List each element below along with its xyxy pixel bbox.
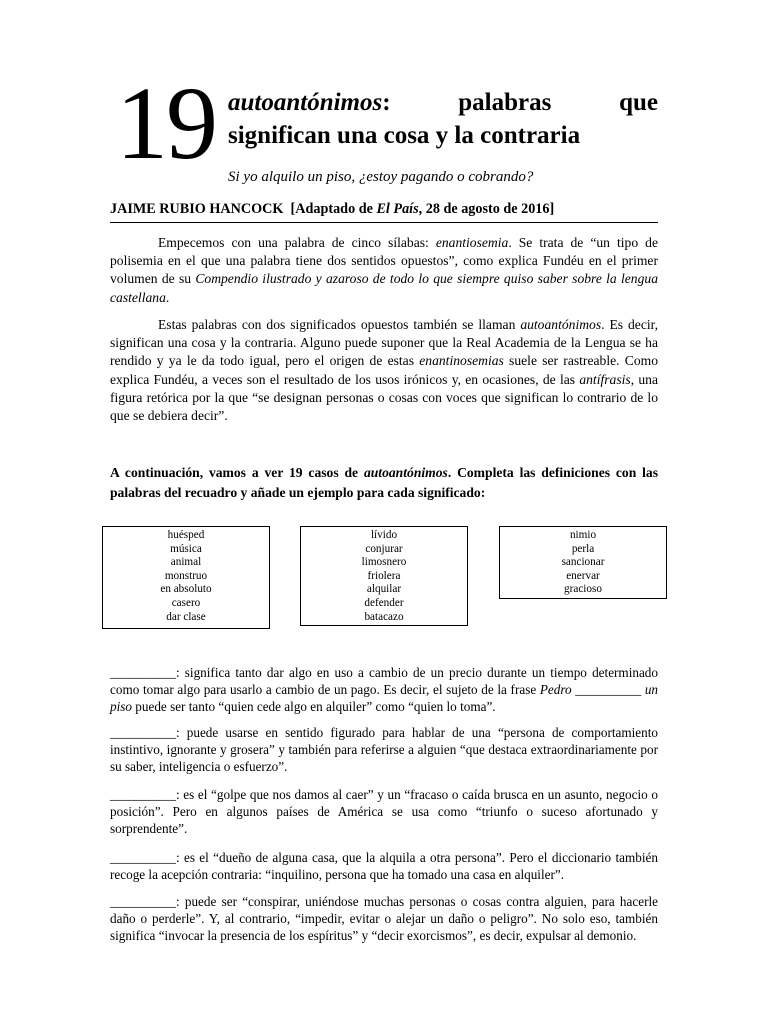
definition-4: __________: es el “dueño de alguna casa, que la alquila a otra persona”. Pero el diccionario también recoge la acepción contraria: “inquilino, persona que ha tomado una casa en alquiler”. — [110, 850, 658, 882]
word-box-1 — [102, 526, 270, 629]
byline-source: El País — [376, 201, 419, 217]
word-item: sancionar — [561, 556, 605, 569]
word-item: dar clase — [166, 610, 206, 623]
word-item: conjurar — [365, 542, 403, 555]
title-word-que: que — [619, 89, 658, 116]
article-number: 19 — [116, 66, 216, 181]
definition-1: __________: significa tanto dar algo en uso a cambio de un precio durante un tiempo determinado como tomar algo para usarlo a cambio de un pago. Es decir, el sujeto de la frase Pedro __________ un piso puede ser tanto “quien cede algo en alquiler” como “quien lo toma”. — [110, 665, 659, 714]
word-item: lívido — [370, 529, 398, 541]
word-item: huésped — [167, 529, 205, 541]
word-item: defender — [364, 596, 404, 609]
word-item: perla — [571, 542, 595, 555]
title-line-2: significan una cosa y la contraria — [228, 122, 581, 149]
intro-paragraph-1: Empecemos con una palabra de cinco sílabas: enantiosemia. Se trata de “un tipo de polisemia en el que una palabra tiene dos sentidos opuestos”, como explica Fundéu en el primer volumen de su Compendio ilustrado y azaroso de todo lo que siempre quiso saber sobre la lengua castellana. — [110, 235, 658, 305]
word-item: batacazo — [364, 610, 404, 623]
word-box-3 — [499, 526, 667, 599]
word-item: animal — [170, 556, 202, 569]
word-box-2 — [300, 526, 468, 626]
word-item: alquilar — [366, 583, 402, 596]
answer-blank[interactable]: __________ — [110, 850, 176, 865]
word-item: gracioso — [564, 583, 602, 596]
word-item: friolera — [367, 569, 401, 582]
definition-5: __________: puede ser “conspirar, uniéndose muchas personas o cosas contra alguien, para hacerle daño o perderle”. Y, al contrario, “impedir, evitar o alejar un daño o peligro”. No solo eso, también significa “invocar la presencia de los espíritus” y “decir exorcismos”, es decir, expulsar al demonio. — [110, 894, 658, 943]
exercise-instructions: A continuación, vamos a ver 19 casos de autoantónimos. Completa las definiciones con las palabras del recuadro y añade un ejemplo para cada significado: — [110, 465, 658, 500]
answer-blank[interactable]: __________ — [110, 894, 176, 909]
title-word-palabras: palabras — [458, 89, 552, 116]
definition-2: __________: puede usarse en sentido figurado para hablar de una “persona de comportamiento instintivo, ignorante y grosera” y también para referirse a alguien “que destaca extraordinariamente por su saber, inteligencia o esfuerzo”. — [110, 725, 658, 774]
title-term: autoantónimos: — [228, 89, 391, 116]
title-line-1 — [228, 88, 658, 118]
byline-author: JAIME RUBIO HANCOCK — [110, 201, 284, 217]
word-item: nimio — [569, 529, 597, 541]
word-item: casero — [171, 596, 201, 609]
answer-blank[interactable]: __________ — [110, 665, 176, 680]
word-item: en absoluto — [160, 583, 212, 596]
word-item: monstruo — [164, 569, 208, 582]
answer-blank[interactable]: __________ — [110, 787, 176, 802]
answer-blank[interactable]: __________ — [110, 725, 176, 740]
word-item: música — [170, 542, 202, 555]
intro-paragraph-2: Estas palabras con dos significados opuestos también se llaman autoantónimos. Es decir, significan una cosa y la contraria. Alguno puede suponer que la Real Academia de la Lengua se ha rendido y ya le da todo igual, pero el origen de estas enantinosemias suele ser rastreable. Como explica Fundéu, a veces son el resultado de los usos irónicos y, en ocasiones, de las antífrasis, una figura retórica por la que “se designan personas o cosas con voces que significan lo contrario de lo que se debiera decir”. — [110, 317, 659, 424]
definition-3: __________: es el “golpe que nos damos al caer” y un “fracaso o caída brusca en un asunto, negocio o posición”. Pero en algunos países de América se usa como “triunfo o suceso afortunado y sorprendente”. — [110, 787, 658, 836]
byline: JAIME RUBIO HANCOCK [Adaptado de El País, 28 de agosto de 2016] — [110, 201, 658, 223]
subtitle: Si yo alquilo un piso, ¿estoy pagando o cobrando? — [228, 169, 534, 185]
word-item: enervar — [566, 569, 600, 582]
answer-blank-inline[interactable]: __________ — [575, 682, 642, 697]
word-item: limosnero — [361, 556, 407, 569]
